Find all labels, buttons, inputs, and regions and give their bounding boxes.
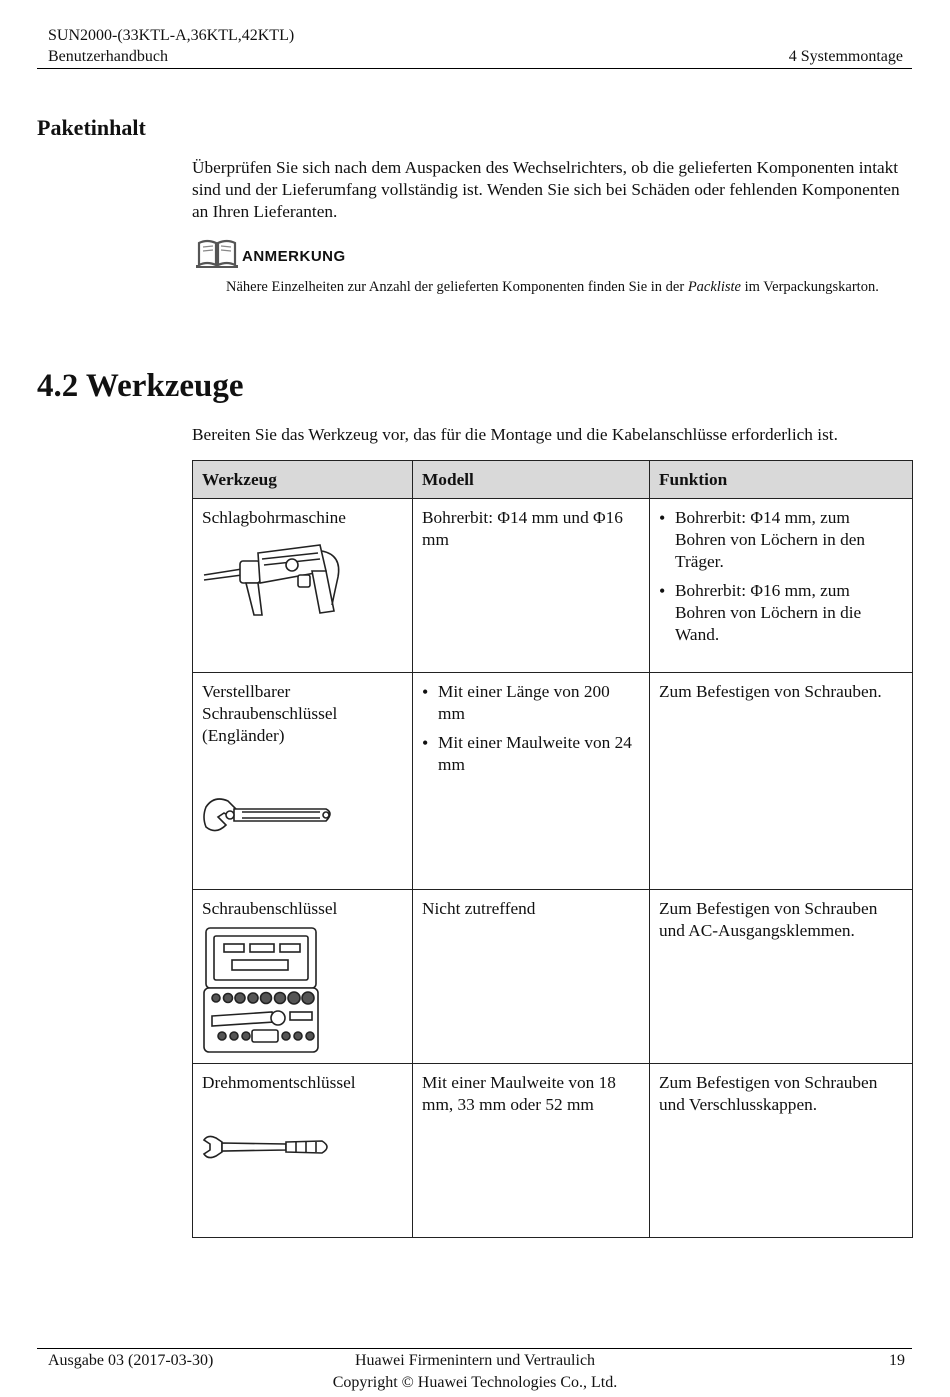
table-row [193, 499, 913, 673]
function-list [659, 507, 903, 646]
table-row [193, 1064, 913, 1238]
header-divider [37, 68, 912, 69]
table-row [193, 890, 913, 1064]
header-manual: Benutzerhandbuch [48, 48, 168, 65]
note-text [226, 278, 912, 297]
hammer-drill-icon [202, 535, 352, 625]
footer-edition: Ausgabe 03 (2017-03-30) [48, 1352, 214, 1369]
socket-wrench-set-icon [202, 926, 320, 1054]
page-number: 19 [889, 1352, 905, 1369]
model-cell: Mit einer Maulweite von 18 mm, 33 mm oder 52 mm [413, 1064, 650, 1238]
function-cell: Zum Befestigen von Schrauben und AC-Ausgangsklemmen. [650, 890, 913, 1064]
tool-name: Drehmomentschlüssel [202, 1073, 356, 1092]
header-product: SUN2000-(33KTL-A,36KTL,42KTL) [48, 27, 295, 44]
adjustable-wrench-icon [202, 795, 337, 837]
model-cell: Bohrerbit: Φ14 mm und Φ16 mm [413, 499, 650, 673]
tool-name: Schlagbohrmaschine [202, 508, 346, 527]
package-paragraph: Überprüfen Sie sich nach dem Auspacken des Wechselrichters, ob die gelieferten Komponenten intakt sind und der Lieferumfang vollständig ist. Wenden Sie sich bei Schäden oder fehlenden Komponenten an Ihren Lieferanten. [192, 158, 900, 221]
list-item: • Bohrerbit: Φ16 mm, zum Bohren von Löchern in die Wand. [659, 580, 903, 646]
tool-name: Schraubenschlüssel [202, 899, 338, 918]
tool-cell [193, 499, 413, 673]
note-packliste: Packliste [687, 279, 741, 295]
list-item: • Mit einer Länge von 200 mm [422, 681, 640, 725]
list-item: • Bohrerbit: Φ14 mm, zum Bohren von Löchern in den Träger. [659, 507, 903, 573]
note-text-suffix: im Verpackungskarton. [740, 279, 879, 295]
footer-divider [37, 1348, 912, 1349]
column-header: Funktion [650, 461, 913, 499]
section-heading-paketinhalt: Paketinhalt [37, 115, 146, 140]
tools-table [192, 460, 913, 1238]
table-row [193, 673, 913, 890]
list-item: • Mit einer Maulweite von 24 mm [422, 732, 640, 776]
function-cell: Zum Befestigen von Schrauben und Verschlusskappen. [650, 1064, 913, 1238]
column-header: Werkzeug [193, 461, 413, 499]
tool-name: Verstellbarer Schraubenschlüssel (Engländer) [202, 682, 338, 745]
tool-cell [193, 1064, 413, 1238]
torque-wrench-icon [202, 1134, 334, 1160]
column-header: Modell [413, 461, 650, 499]
model-list [422, 681, 640, 776]
function-cell: Zum Befestigen von Schrauben. [650, 673, 913, 890]
header-chapter: 4 Systemmontage [788, 48, 903, 65]
footer-copyright: Copyright © Huawei Technologies Co., Ltd. [332, 1374, 618, 1391]
model-cell: Nicht zutreffend [413, 890, 650, 1064]
section-title: 4.2 Werkzeuge [37, 368, 244, 404]
note-header [196, 238, 346, 268]
footer-confidential: Huawei Firmenintern und Vertraulich [354, 1352, 596, 1369]
table-header-row [193, 461, 913, 499]
note-label: ANMERKUNG [242, 247, 346, 265]
function-cell [650, 499, 913, 673]
note-text-prefix: Nähere Einzelheiten zur Anzahl der gelieferten Komponenten finden Sie in der [226, 279, 688, 295]
model-cell [413, 673, 650, 890]
book-icon [196, 238, 238, 268]
tool-cell [193, 890, 413, 1064]
tool-cell [193, 673, 413, 890]
section-intro: Bereiten Sie das Werkzeug vor, das für die Montage und die Kabelanschlüsse erforderlich ist. [192, 425, 838, 444]
